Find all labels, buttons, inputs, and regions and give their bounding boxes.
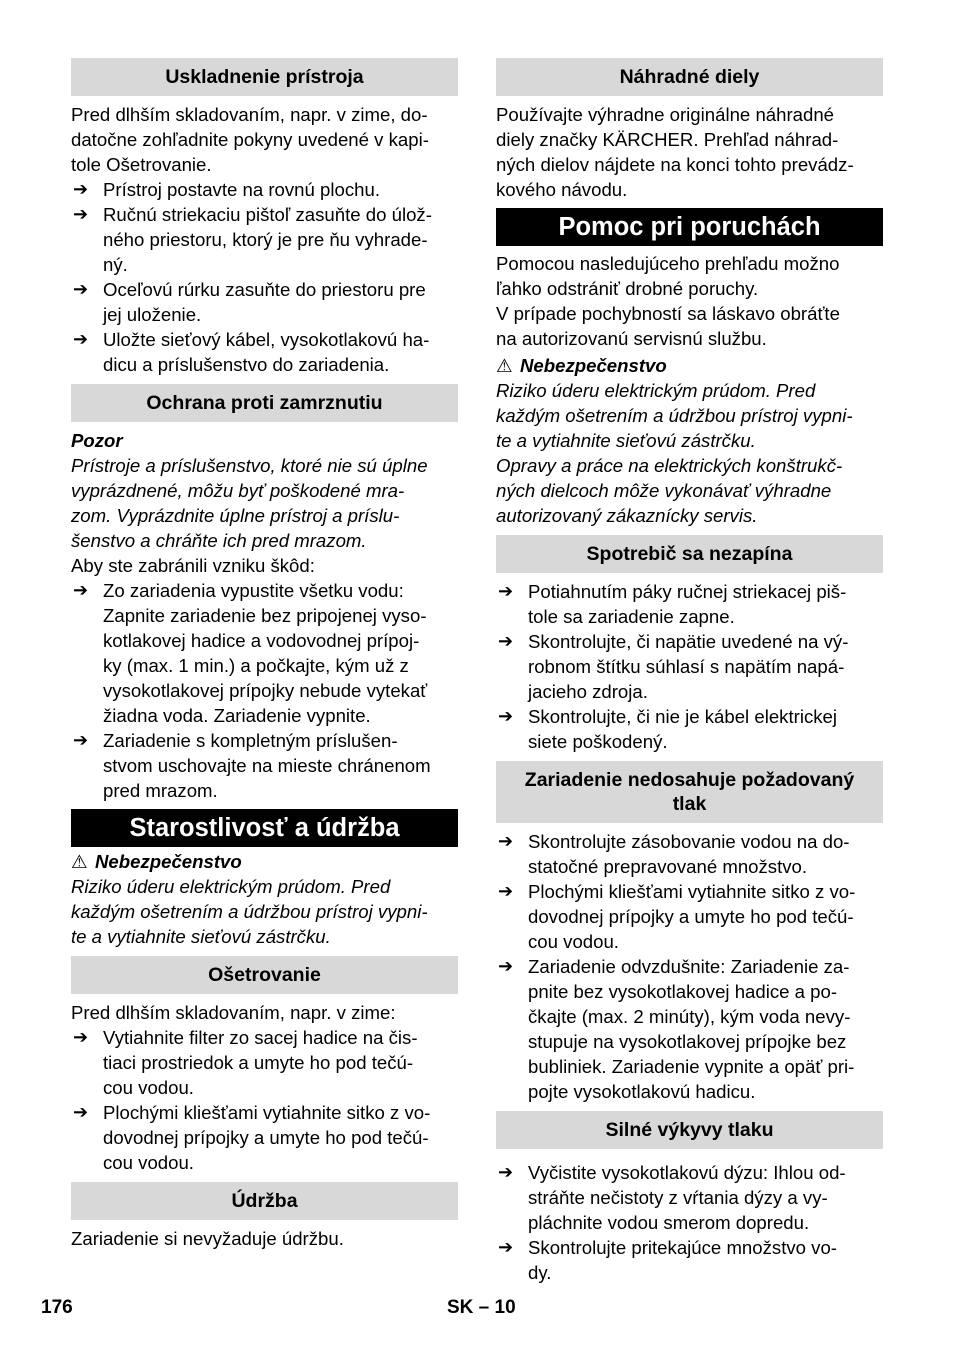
list-item-line: bubliniek. Zariadenie vypnite a opäť pri- <box>528 1056 855 1077</box>
list-item-line: Skontrolujte pritekajúce množstvo vo- <box>528 1237 838 1258</box>
arrow-right-icon: ➔ <box>73 329 89 349</box>
arrow-right-icon: ➔ <box>498 1162 514 1182</box>
list-item-line: Uložte sieťový kábel, vysokotlakovú ha- <box>103 329 430 350</box>
page-number: 176 <box>41 1297 73 1318</box>
list-item-line: Skontrolujte, či nie je kábel elektrickej <box>528 706 838 727</box>
arrow-right-icon: ➔ <box>73 1102 89 1122</box>
text-line: každým ošetrením a údržbou prístroj vypni- <box>71 901 428 922</box>
list-item-line: robnom štítku súhlasí s napätím napá- <box>528 656 845 677</box>
text-line: Používajte výhradne originálne náhradné <box>496 104 835 125</box>
arrow-right-icon: ➔ <box>73 1027 89 1047</box>
left-column <box>71 58 458 1251</box>
text-line: Pomocou nasledujúceho prehľadu možno <box>496 253 840 274</box>
warning-line <box>496 353 883 378</box>
uskladnenie-bullets <box>71 177 458 377</box>
warning-title: Nebezpečenstvo <box>95 851 242 872</box>
list-item-line: Ručnú striekaciu pištoľ zasuňte do úlož- <box>103 204 432 225</box>
text-line: každým ošetrením a údržbou prístroj vypni- <box>496 405 853 426</box>
arrow-right-icon: ➔ <box>498 831 514 851</box>
list-item-line: Zo zariadenia vypustite všetku vodu: <box>103 580 404 601</box>
list-item-line: ného priestoru, ktorý je pre ňu vyhrade- <box>103 229 428 250</box>
caution-text <box>71 453 458 553</box>
text-line: Riziko úderu elektrickým prúdom. Pred <box>496 380 816 401</box>
list-item-line: pojte vysokotlakovú hadicu. <box>528 1081 756 1102</box>
text-line: ných dielov nájdete na konci tohto prevádz- <box>496 154 854 175</box>
list-item-line: cou vodou. <box>528 931 619 952</box>
warning-title: Nebezpečenstvo <box>520 355 667 376</box>
list-item <box>496 629 883 704</box>
list-item-line: pred mrazom. <box>103 780 218 801</box>
list-item <box>71 1025 458 1100</box>
arrow-right-icon: ➔ <box>498 956 514 976</box>
list-item <box>71 578 458 728</box>
list-item <box>496 1160 883 1235</box>
list-item <box>496 704 883 754</box>
warning-text <box>496 378 883 528</box>
list-item-line: cou vodou. <box>103 1152 194 1173</box>
heading-uskladnenie: Uskladnenie prístroja <box>71 58 458 96</box>
list-item-line: Oceľovú rúrku zasuňte do priestoru pre <box>103 279 426 300</box>
text-line: te a vytiahnite sieťovú zástrčku. <box>71 926 331 947</box>
text-line: V prípade pochybností sa láskavo obráťte <box>496 303 840 324</box>
list-item-line: stvom uschovajte na mieste chránenom <box>103 755 431 776</box>
list-item-line: Plochými kliešťami vytiahnite sitko z vo- <box>103 1102 431 1123</box>
list-item-line: siete poškodený. <box>528 731 668 752</box>
text-line: Opravy a práce na elektrických konštrukč- <box>496 455 843 476</box>
list-item <box>71 177 458 202</box>
list-item-line: dovodnej prípojky a umyte ho pod tečú- <box>103 1127 429 1148</box>
list-item-line: stupuje na vysokotlakovej prípojke bez <box>528 1031 847 1052</box>
text-line: Pred dlhším skladovaním, napr. v zime, do- <box>71 104 428 125</box>
heading-osetrovanie: Ošetrovanie <box>71 956 458 994</box>
list-item-line: Prístroj postavte na rovnú plochu. <box>103 179 380 200</box>
caution-title: Pozor <box>71 430 123 451</box>
list-item <box>71 277 458 327</box>
list-item-line: dicu a príslušenstvo do zariadenia. <box>103 354 390 375</box>
heading-spotrebic: Spotrebič sa nezapína <box>496 535 883 573</box>
ochrana-bullets <box>71 578 458 803</box>
list-item-line: kotlakovej hadice a vodovodnej prípoj- <box>103 630 420 651</box>
list-item-line: čkajte (max. 2 minúty), kým voda nevy- <box>528 1006 851 1027</box>
list-item <box>71 327 458 377</box>
list-item <box>496 579 883 629</box>
list-item <box>71 728 458 803</box>
list-item-line: Zariadenie s kompletným príslušen- <box>103 730 398 751</box>
spotrebic-bullets <box>496 579 883 754</box>
list-item <box>496 1235 883 1285</box>
warning-icon: ⚠ <box>496 355 513 376</box>
list-item <box>496 954 883 1104</box>
list-item-line: Zapnite zariadenie bez pripojenej vyso- <box>103 605 427 626</box>
text-line: ných dielcoch môže vykonávať výhradne <box>496 480 832 501</box>
list-item-line: žiadna voda. Zariadenie vypnite. <box>103 705 371 726</box>
text-line: autorizovaný zákaznícky servis. <box>496 505 758 526</box>
text-line: Zariadenie nedosahuje požadovaný <box>524 769 855 791</box>
text-line: zom. Vyprázdnite úplne prístroj a príslu- <box>71 505 400 526</box>
list-item-line: vysokotlakovej prípojky nebude vytekať <box>103 680 428 701</box>
heading-udrzba: Údržba <box>71 1182 458 1220</box>
list-item-line: pnite bez vysokotlakovej hadice a po- <box>528 981 838 1002</box>
uskladnenie-intro <box>71 102 458 177</box>
text-line: Riziko úderu elektrickým prúdom. Pred <box>71 876 391 897</box>
list-item-line: statočné prepravované množstvo. <box>528 856 808 877</box>
list-item-line: tiaci prostriedok a umyte ho pod tečú- <box>103 1052 414 1073</box>
heading-ochrana: Ochrana proti zamrznutiu <box>71 384 458 422</box>
arrow-right-icon: ➔ <box>498 631 514 651</box>
text-line: ľahko odstrániť drobné poruchy. <box>496 278 759 299</box>
right-column <box>496 58 883 1285</box>
list-item-line: Plochými kliešťami vytiahnite sitko z vo- <box>528 881 856 902</box>
arrow-right-icon: ➔ <box>73 279 89 299</box>
text-line: kového návodu. <box>496 179 628 200</box>
text-line: datočne zohľadnite pokyny uvedené v kapi- <box>71 129 429 150</box>
arrow-right-icon: ➔ <box>73 730 89 750</box>
list-item <box>496 829 883 879</box>
list-item-line: pláchnite vodou smerom dopredu. <box>528 1212 810 1233</box>
list-item-line: Potiahnutím páky ručnej striekacej piš- <box>528 581 847 602</box>
list-item-line: Zariadenie odvzdušnite: Zariadenie za- <box>528 956 850 977</box>
list-item-line: Vytiahnite filter zo sacej hadice na čis- <box>103 1027 418 1048</box>
list-item-line: ky (max. 1 min.) a počkajte, kým už z <box>103 655 409 676</box>
heading-tlak <box>496 761 883 823</box>
osetrovanie-intro: Pred dlhším skladovaním, napr. v zime: <box>71 1002 396 1023</box>
arrow-right-icon: ➔ <box>498 1237 514 1257</box>
arrow-right-icon: ➔ <box>73 580 89 600</box>
heading-nahradne: Náhradné diely <box>496 58 883 96</box>
vykyvy-bullets <box>496 1160 883 1285</box>
text-line: vyprázdnené, môžu byť poškodené mra- <box>71 480 405 501</box>
warning-line <box>71 849 458 874</box>
list-item-line: tole sa zariadenie zapne. <box>528 606 735 627</box>
list-item-line: dovodnej prípojky a umyte ho pod tečú- <box>528 906 854 927</box>
udrzba-text: Zariadenie si nevyžaduje údržbu. <box>71 1228 344 1249</box>
text-line: Prístroje a príslušenstvo, ktoré nie sú úplne <box>71 455 428 476</box>
text-line: šenstvo a chráňte ich pred mrazom. <box>71 530 367 551</box>
text-line: na autorizovanú servisnú službu. <box>496 328 767 349</box>
list-item-line: stráňte nečistoty z vŕtania dýzy a vy- <box>528 1187 828 1208</box>
list-item-line: jej uloženie. <box>103 304 202 325</box>
arrow-right-icon: ➔ <box>73 204 89 224</box>
text-line: te a vytiahnite sieťovú zástrčku. <box>496 430 756 451</box>
text-line: tole Ošetrovanie. <box>71 154 212 175</box>
list-item-line: Skontrolujte zásobovanie vodou na do- <box>528 831 850 852</box>
tlak-bullets <box>496 829 883 1104</box>
warning-text <box>71 874 458 949</box>
list-item-line: cou vodou. <box>103 1077 194 1098</box>
ochrana-intro: Aby ste zabránili vzniku škôd: <box>71 555 315 576</box>
nahradne-text <box>496 102 883 202</box>
arrow-right-icon: ➔ <box>498 581 514 601</box>
heading-vykyvy: Silné výkyvy tlaku <box>496 1111 883 1149</box>
text-line: diely značky KÄRCHER. Prehľad náhrad- <box>496 129 839 150</box>
list-item-line: jacieho zdroja. <box>528 681 648 702</box>
heading-pomoc: Pomoc pri poruchách <box>496 208 883 246</box>
list-item <box>496 879 883 954</box>
arrow-right-icon: ➔ <box>73 179 89 199</box>
list-item <box>71 1100 458 1175</box>
warning-icon: ⚠ <box>71 851 88 872</box>
list-item-line: Skontrolujte, či napätie uvedené na vý- <box>528 631 849 652</box>
list-item-line: ný. <box>103 254 128 275</box>
arrow-right-icon: ➔ <box>498 706 514 726</box>
osetrovanie-bullets <box>71 1025 458 1175</box>
list-item <box>71 202 458 277</box>
heading-starostlivost: Starostlivosť a údržba <box>71 809 458 847</box>
section-code: SK – 10 <box>447 1297 516 1318</box>
arrow-right-icon: ➔ <box>498 881 514 901</box>
list-item-line: Vyčistite vysokotlakovú dýzu: Ihlou od- <box>528 1162 846 1183</box>
pomoc-intro <box>496 251 883 351</box>
text-line: tlak <box>672 793 707 815</box>
list-item-line: dy. <box>528 1262 552 1283</box>
